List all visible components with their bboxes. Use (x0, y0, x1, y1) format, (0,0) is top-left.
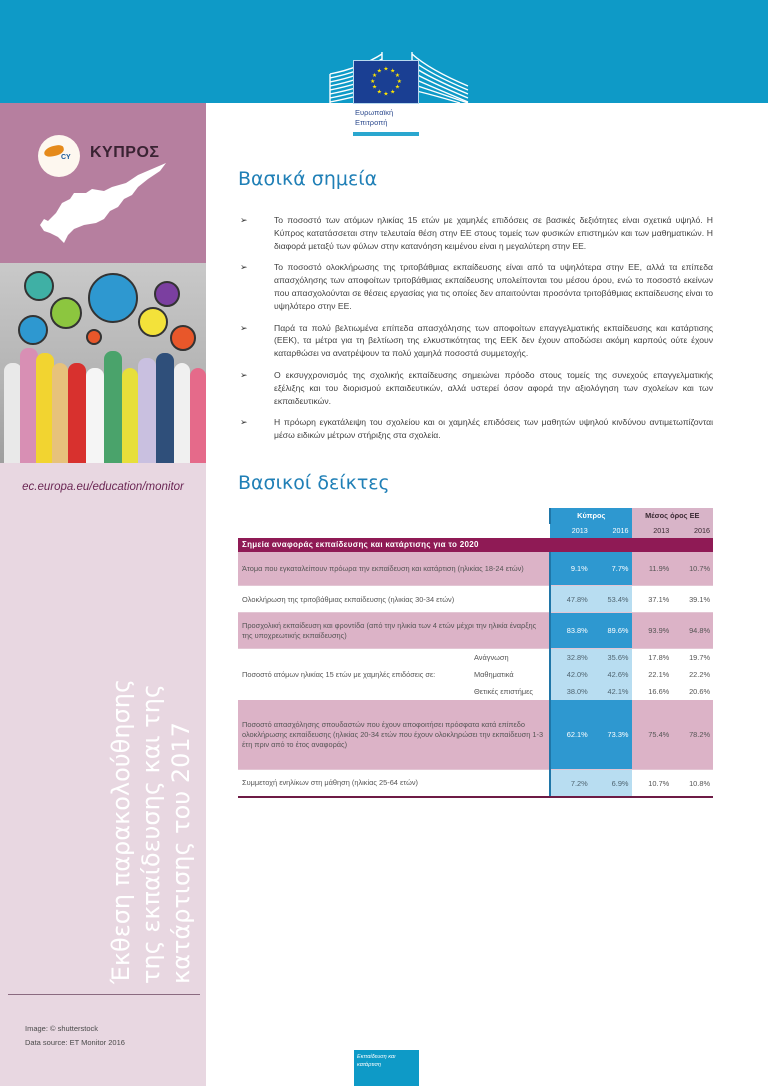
student-figure (68, 363, 86, 463)
report-title-line-2: της εκπαίδευσης και της (137, 683, 165, 984)
benchmark-heading: Σημεία αναφοράς εκπαίδευσης και κατάρτισης για το 2020 (238, 538, 713, 552)
value-cell: 47.8% (550, 586, 591, 613)
sub-row-label: Ανάγνωση (470, 649, 550, 666)
table-group-header (238, 508, 713, 524)
laptop-bubble-icon (170, 325, 196, 351)
table-row (238, 700, 713, 770)
svg-text:★: ★ (383, 91, 389, 98)
value-cell: 75.4% (632, 700, 673, 770)
chart-bubble-icon (154, 281, 180, 307)
value-cell: 10.7% (672, 552, 713, 586)
highlight-item (238, 369, 713, 407)
value-cell: 19.7% (672, 649, 713, 666)
organisation-name (355, 108, 393, 128)
country-name: ΚΥΠΡΟΣ (90, 144, 160, 161)
student-figure (86, 368, 104, 463)
svg-text:★: ★ (394, 73, 401, 80)
highlights-list (238, 214, 713, 442)
value-cell: 93.9% (632, 613, 673, 649)
row-label: Ποσοστό ατόμων ηλικίας 15 ετών με χαμηλές επιδόσεις σε: (238, 649, 470, 700)
country-header (0, 103, 206, 263)
highlight-item (238, 322, 713, 360)
sub-row-label: Θετικές επιστήμες (470, 683, 550, 700)
indicators-title: Βασικοί δείκτες (238, 471, 390, 494)
value-cell: 22.1% (632, 666, 673, 683)
value-cell: 42.1% (591, 683, 632, 700)
student-figure (122, 368, 138, 463)
highlight-text: Ο εκσυγχρονισμός της σχολικής εκπαίδευσης σημειώνει πρόοδο στους τομείς της συνεχούς επαγγελματικής εξέλιξης και του διορισμού εκπαιδευτικών, αλλά υστερεί όσον αφορά την αξιολόγηση των σχολείων και των εκπαιδευτικών. (274, 369, 713, 406)
row-label: Ποσοστό απασχόλησης σπουδαστών που έχουν αποφοιτήσει πρόσφατα κατά επίπεδο ολοκλήρωσης εκπαίδευσης (ηλικίας 20-34 ετών που έχουν ολοκληρώσει την εκπαίδευση 1-3 έτη πριν από το έτος αναφοράς) (238, 700, 550, 770)
value-cell: 9.1% (550, 552, 591, 586)
year-header: 2013 (632, 524, 673, 538)
value-cell: 7.7% (591, 552, 632, 586)
table-row (238, 552, 713, 586)
svg-text:★: ★ (394, 84, 401, 91)
organisation-name-line-1: Ευρωπαϊκή (355, 108, 394, 117)
header-cyprus: Κύπρος (550, 508, 632, 524)
value-cell: 39.1% (672, 586, 713, 613)
topic-tag-line-1: Εκπαίδευση και (357, 1054, 396, 1060)
arrowhead-bullet-icon: ➢ (240, 369, 248, 380)
value-cell: 62.1% (550, 700, 591, 770)
small-bubble-icon (86, 329, 102, 345)
value-cell: 38.0% (550, 683, 591, 700)
eu-flag-icon (353, 60, 419, 104)
value-cell: 32.8% (550, 649, 591, 666)
row-label: Προσχολική εκπαίδευση και φροντίδα (από την ηλικία των 4 ετών μέχρι την ηλικία έναρξης της υποχρεωτικής εκπαίδευσης) (238, 613, 550, 649)
svg-text:★: ★ (371, 84, 378, 91)
value-cell: 83.8% (550, 613, 591, 649)
image-credit: Image: © shutterstock (25, 1024, 99, 1033)
value-cell: 6.9% (591, 770, 632, 797)
value-cell: 42.6% (591, 666, 632, 683)
value-cell: 78.2% (672, 700, 713, 770)
table-row (238, 586, 713, 613)
table-row (238, 649, 713, 666)
indicators-table (238, 508, 713, 798)
value-cell: 22.2% (672, 666, 713, 683)
arrowhead-bullet-icon: ➢ (240, 215, 248, 225)
report-title-line-1: Έκθεση παρακολούθησης (107, 678, 135, 984)
value-cell: 37.1% (632, 586, 673, 613)
table-row (238, 613, 713, 649)
value-cell: 20.6% (672, 683, 713, 700)
table-year-header (238, 524, 713, 538)
value-cell: 94.8% (672, 613, 713, 649)
logo-underline (353, 132, 419, 136)
highlight-text: Το ποσοστό ολοκλήρωσης της τριτοβάθμιας εκπαίδευσης είναι από τα υψηλότερα στην ΕΕ, αλλά τα επίπεδα απασχόλησης των αποφοίτων τριτοβάθμιας εκπαίδευσης υπολείπονται του μέσου όρου, ενώ το ποσοστό εκείνων που απασχολούνται σε θέσεις εργασίας για τις οποίες δεν απαιτούνται προσόντα τριτοβάθμιας εκπαίδευσης είναι το υψηλότερο στην ΕΕ. (274, 262, 713, 311)
svg-text:★: ★ (376, 89, 382, 96)
svg-text:★: ★ (390, 89, 396, 96)
sub-row-label: Μαθηματικά (470, 666, 550, 683)
highlight-item (238, 416, 713, 442)
highlight-text: Η πρόωρη εγκατάλειψη του σχολείου και οι χαμηλές επιδόσεις των μαθητών υψηλού κινδύνου αντιμετωπίζονται μέσω ειδικών μέτρων στήριξης στα σχολεία. (274, 417, 713, 441)
arrowhead-bullet-icon: ➢ (240, 417, 248, 428)
benchmark-heading-row (238, 538, 713, 552)
value-cell: 10.7% (632, 770, 673, 797)
topic-tag (354, 1050, 419, 1086)
topic-tag-line-2: κατάρτιση (357, 1062, 382, 1068)
arrowhead-bullet-icon: ➢ (240, 322, 248, 333)
highlight-text: Παρά τα πολύ βελτιωμένα επίπεδα απασχόλησης των αποφοίτων επαγγελματικής εκπαίδευσης και κατάρτισης (ΕΕΚ), τα μέτρα για τη βελτίωση της ελκυστικότητας της ΕΕΚ δεν έχουν αποδώσει ακόμη καρπούς ούτε έχουν καταρθώσει να ανατρέψουν τα πολύ χαμηλά ποσοστά συμμετοχής. (274, 322, 713, 359)
table-row (238, 770, 713, 797)
organisation-name-line-2: Επιτροπή (355, 118, 388, 127)
sidebar-divider (8, 994, 200, 995)
row-label: Συμμετοχή ενηλίκων στη μάθηση (ηλικίας 25-64 ετών) (238, 770, 550, 797)
value-cell: 73.3% (591, 700, 632, 770)
svg-text:★: ★ (376, 68, 382, 75)
credits (25, 1022, 125, 1050)
european-commission-logo (320, 28, 476, 138)
monitor-link[interactable]: ec.europa.eu/education/monitor (22, 481, 184, 493)
row-label: Άτομα που εγκαταλείπουν πρόωρα την εκπαίδευση και κατάρτιση (ηλικίας 18-24 ετών) (238, 552, 550, 586)
alphabet-bubble-icon (18, 315, 48, 345)
value-cell: 16.6% (632, 683, 673, 700)
svg-text:★: ★ (390, 68, 396, 75)
svg-text:★: ★ (370, 78, 376, 85)
student-figure (174, 363, 190, 463)
value-cell: 53.4% (591, 586, 632, 613)
student-figure (138, 358, 156, 463)
highlight-item (238, 214, 713, 252)
value-cell: 35.6% (591, 649, 632, 666)
value-cell: 42.0% (550, 666, 591, 683)
highlights-title: Βασικά σημεία (238, 168, 378, 190)
student-figure (190, 368, 206, 463)
svg-text:★: ★ (371, 73, 378, 80)
value-cell: 89.6% (591, 613, 632, 649)
lightbulb-bubble-icon (138, 307, 168, 337)
report-title (100, 620, 206, 990)
svg-text:★: ★ (396, 78, 402, 85)
year-header: 2016 (591, 524, 632, 538)
svg-text:★: ★ (383, 66, 389, 73)
main-content (238, 166, 713, 798)
value-cell: 11.9% (632, 552, 673, 586)
value-cell: 17.8% (632, 649, 673, 666)
report-title-line-3: κατάρτισης του 2017 (167, 722, 195, 984)
header-eu-average: Μέσος όρος ΕΕ (632, 508, 714, 524)
year-header: 2013 (550, 524, 591, 538)
graduation-cap-bubble-icon (50, 297, 82, 329)
value-cell: 7.2% (550, 770, 591, 797)
student-figure (104, 351, 122, 463)
highlight-item (238, 261, 713, 312)
student-figure (156, 353, 174, 463)
cyprus-map-icon (34, 163, 174, 243)
year-header: 2016 (672, 524, 713, 538)
data-source: Data source: ET Monitor 2016 (25, 1038, 125, 1047)
value-cell: 10.8% (672, 770, 713, 797)
students-photo (0, 263, 206, 463)
row-label: Ολοκλήρωση της τριτοβάθμιας εκπαίδευσης (ηλικίας 30-34 ετών) (238, 586, 550, 613)
globe-bubble-icon (88, 273, 138, 323)
country-code: CY (61, 154, 71, 161)
highlight-text: Το ποσοστό των ατόμων ηλικίας 15 ετών με χαμηλές επιδόσεις σε βασικές δεξιότητες είναι σχετικά υψηλό. Η Κύπρος κατατάσσεται στην τελευταία θέση στην ΕΕ στους τομείς των φυσικών επιστημών και των μαθηματικών. Η διαφορά μεταξύ των φύλων στην κατανόηση κειμένου είναι η μεγαλύτερη στην ΕΕ. (274, 215, 713, 251)
classroom-bubble-icon (24, 271, 54, 301)
arrowhead-bullet-icon: ➢ (240, 262, 248, 273)
student-figure (52, 363, 68, 463)
